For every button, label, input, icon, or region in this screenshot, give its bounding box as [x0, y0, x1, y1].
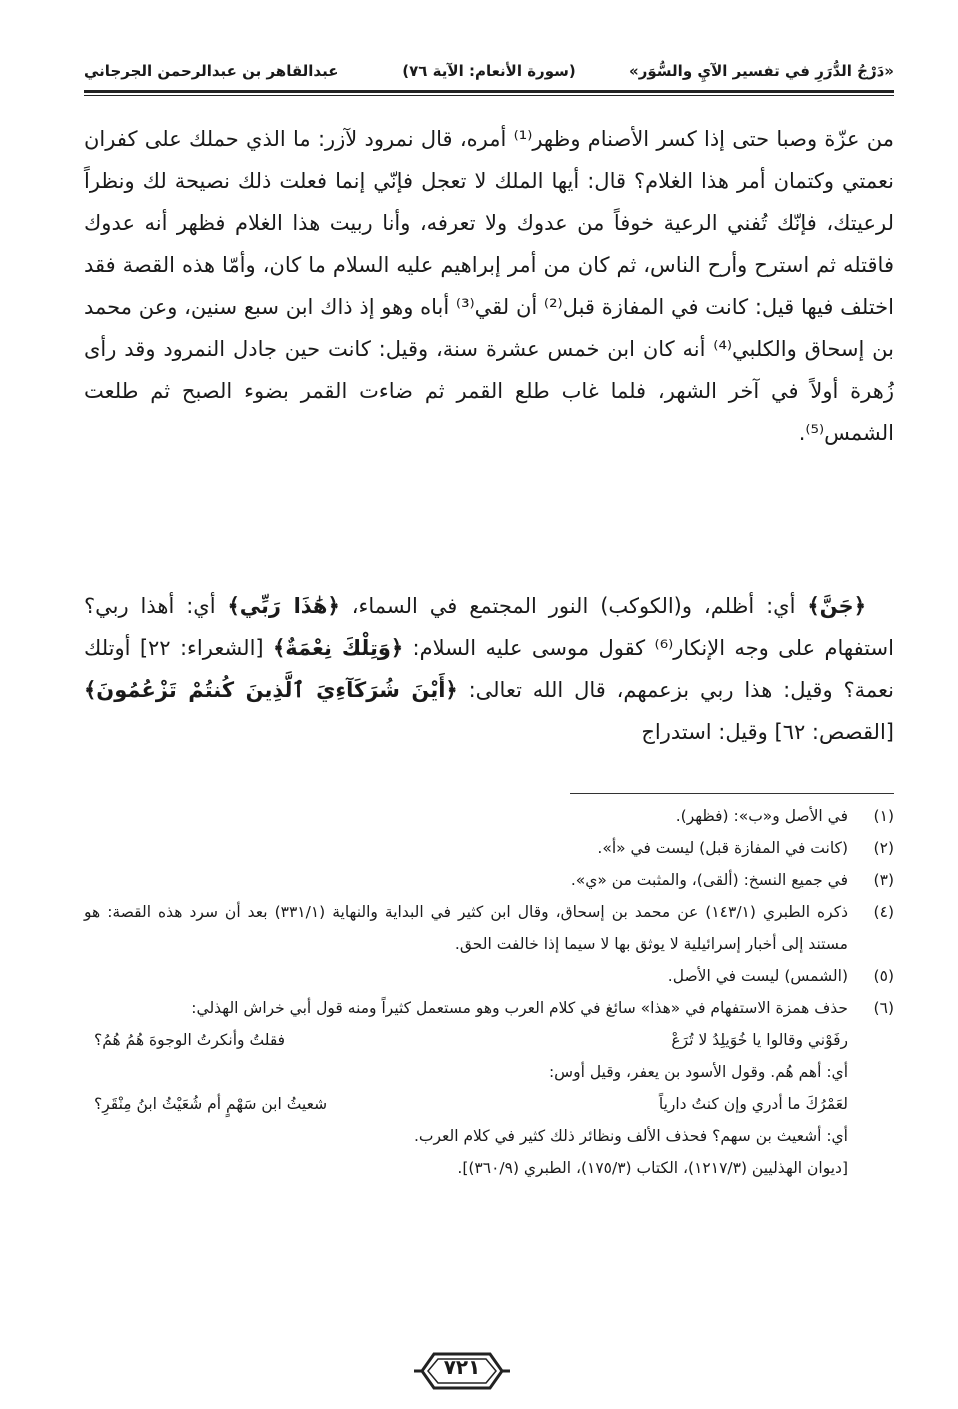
verse-hemistich-second: فقلتُ وأنكرتُ الوجوهَ هُمُ هُمُ؟ [94, 1031, 286, 1049]
footnote-1 [84, 800, 894, 832]
footnote-text-continuation: أي: أشعيث بن سهم؟ فحذف الألف ونظائر ذلك كثير في كلام العرب. [413, 1127, 848, 1145]
footnote-2 [84, 832, 894, 864]
footnote-number: (٢) [873, 839, 894, 857]
footnote-number: (٤) [873, 903, 894, 921]
footnote-6 [84, 992, 894, 1184]
verse-hemistich-first: لعَمْرُكَ ما أدري وإن كنتُ دارياً [658, 1095, 848, 1113]
header-author: عبدالقاهر بن عبدالرحمن الجرجاني [84, 62, 339, 80]
quran-quote-tilka-nimah: ﴿وَتِلْكَ نِعْمَةٌ﴾ [272, 636, 404, 660]
footnote-text: (الشمس) ليست في الأصل. [667, 967, 848, 985]
body-paragraph-2 [84, 585, 894, 753]
footnote-text: (كانت في المفازة قبل) ليست في «أ». [597, 839, 848, 857]
para2-text-d: [القصص: ٦٢] وقيل: استدراج [641, 720, 894, 744]
poetry-verse-2 [84, 1088, 848, 1120]
verse-hemistich-first: رفَوْني وقالوا يا خُوَيلِدُ لا تُرَعْ [671, 1031, 848, 1049]
para2-text-b: أي: أهذا ربي؟ استفهام على وجه الإنكار⁽⁶⁾ كقول موسى عليه السلام: [84, 594, 894, 660]
quran-quote-janna: ﴿جَنَّ﴾ [807, 594, 867, 618]
footnote-number: (٥) [873, 967, 894, 985]
footnote-text: في جميع النسخ: (ألقى)، والمثبت من «ي». [570, 871, 848, 889]
footnote-3 [84, 864, 894, 896]
header-book-title: «دَرْجُ الدُّرَرِ في تفسير الآيِ والسُّوَر» [629, 62, 894, 80]
header-rule-thick [84, 90, 894, 93]
body-paragraph-1: من عزّة وصبا حتى إذا كسر الأصنام وظهر⁽¹⁾ أمره، قال نمرود لآزر: ما الذي حملك على كفران نعمتي وكتمان أمر هذا الغلام؟ قال: أيها الملك لا تعجل فإنّي إنما فعلت ذلك نصيحة لك ونظراً لرعيتك، فإنّك تُفني الرعية خوفاً من عدوك ولا تعرفه، وأنا ربيت هذا الغلام فظهر أنه عدوك فاقتله ثم استرح وأرح الناس، ثم كان من أمر إبراهيم عليه السلام ما كان، وأمّا هذه القصة فقد اختلف فيها قيل: كانت في المفازة قبل⁽²⁾ أن لقي⁽³⁾ أباه وهو إذ ذاك ابن سبع سنين، وعن محمد بن إسحاق والكلبي⁽⁴⁾ أنه كان ابن خمس عشرة سنة، وقيل: كانت حين جادل النمرود وقد رأى زُهرة أولاً في آخر الشهر، فلما غاب طلع القمر ثم ضاءت القمر بضوء الصبح ثم طلعت الشمس⁽⁵⁾. [84, 127, 895, 445]
footnote-separator [570, 793, 894, 794]
footnote-number: (٣) [873, 871, 894, 889]
quran-quote-hadha-rabbi: ﴿هَٰذَا رَبِّي﴾ [227, 594, 340, 618]
footnote-text: في الأصل و«ب»: (فظهر). [675, 807, 848, 825]
footnote-references: [ديوان الهذليين (١٢١٧/٣)، الكتاب (١٧٥/٣)، الطبري (٣٦٠/٩)]. [457, 1159, 848, 1177]
para2-text-c: [الشعراء: ٢٢] أوتلك نعمة؟ وقيل: هذا ربي بزعمهم، قال الله تعالى: [84, 636, 894, 702]
footnotes [84, 800, 894, 1184]
footnote-text-continuation: أي: أهم هُم. وقول الأسود بن يعفر، وقيل أوس: [548, 1063, 848, 1081]
footnote-number: (١) [873, 807, 894, 825]
page-number: ٧٢١ [443, 1355, 481, 1379]
header-rule-thin [84, 95, 894, 96]
header-surah-reference: (سورة الأنعام: الآية ٧٦) [402, 62, 576, 80]
para2-text-a: أي: أظلم، و(الكوكب) النور المجتمع في السماء، [339, 594, 808, 618]
footnote-5 [84, 960, 894, 992]
verse-hemistich-second: شعيثُ ابن سَهْمٍ أم شُعَيْثُ ابنُ مِنْقَرِ؟ [94, 1095, 328, 1113]
footnote-text: ذكره الطبري (١٤٣/١) عن محمد بن إسحاق، وقال ابن كثير في البداية والنهاية (٣٣١/١) بعد أن سرد هذه القصة: هو مستند إلى أخبار إسرائيلية لا يوثق بها لا سيما إذا خالفت الحق. [84, 903, 849, 953]
footnote-text: حذف همزة الاستفهام في «هذا» سائغ في كلام العرب وهو مستعمل كثيراً ومنه قول أبي خراش الهذلي: [191, 999, 848, 1017]
footnote-number: (٦) [873, 999, 894, 1017]
quran-quote-ayna-shurakai: ﴿أَيْنَ شُرَكَآءِيَ ٱلَّذِينَ كُنتُمْ تَزْعُمُونَ﴾ [84, 678, 458, 702]
poetry-verse-1 [84, 1024, 848, 1056]
footnote-4 [84, 896, 894, 960]
running-header [84, 58, 894, 88]
